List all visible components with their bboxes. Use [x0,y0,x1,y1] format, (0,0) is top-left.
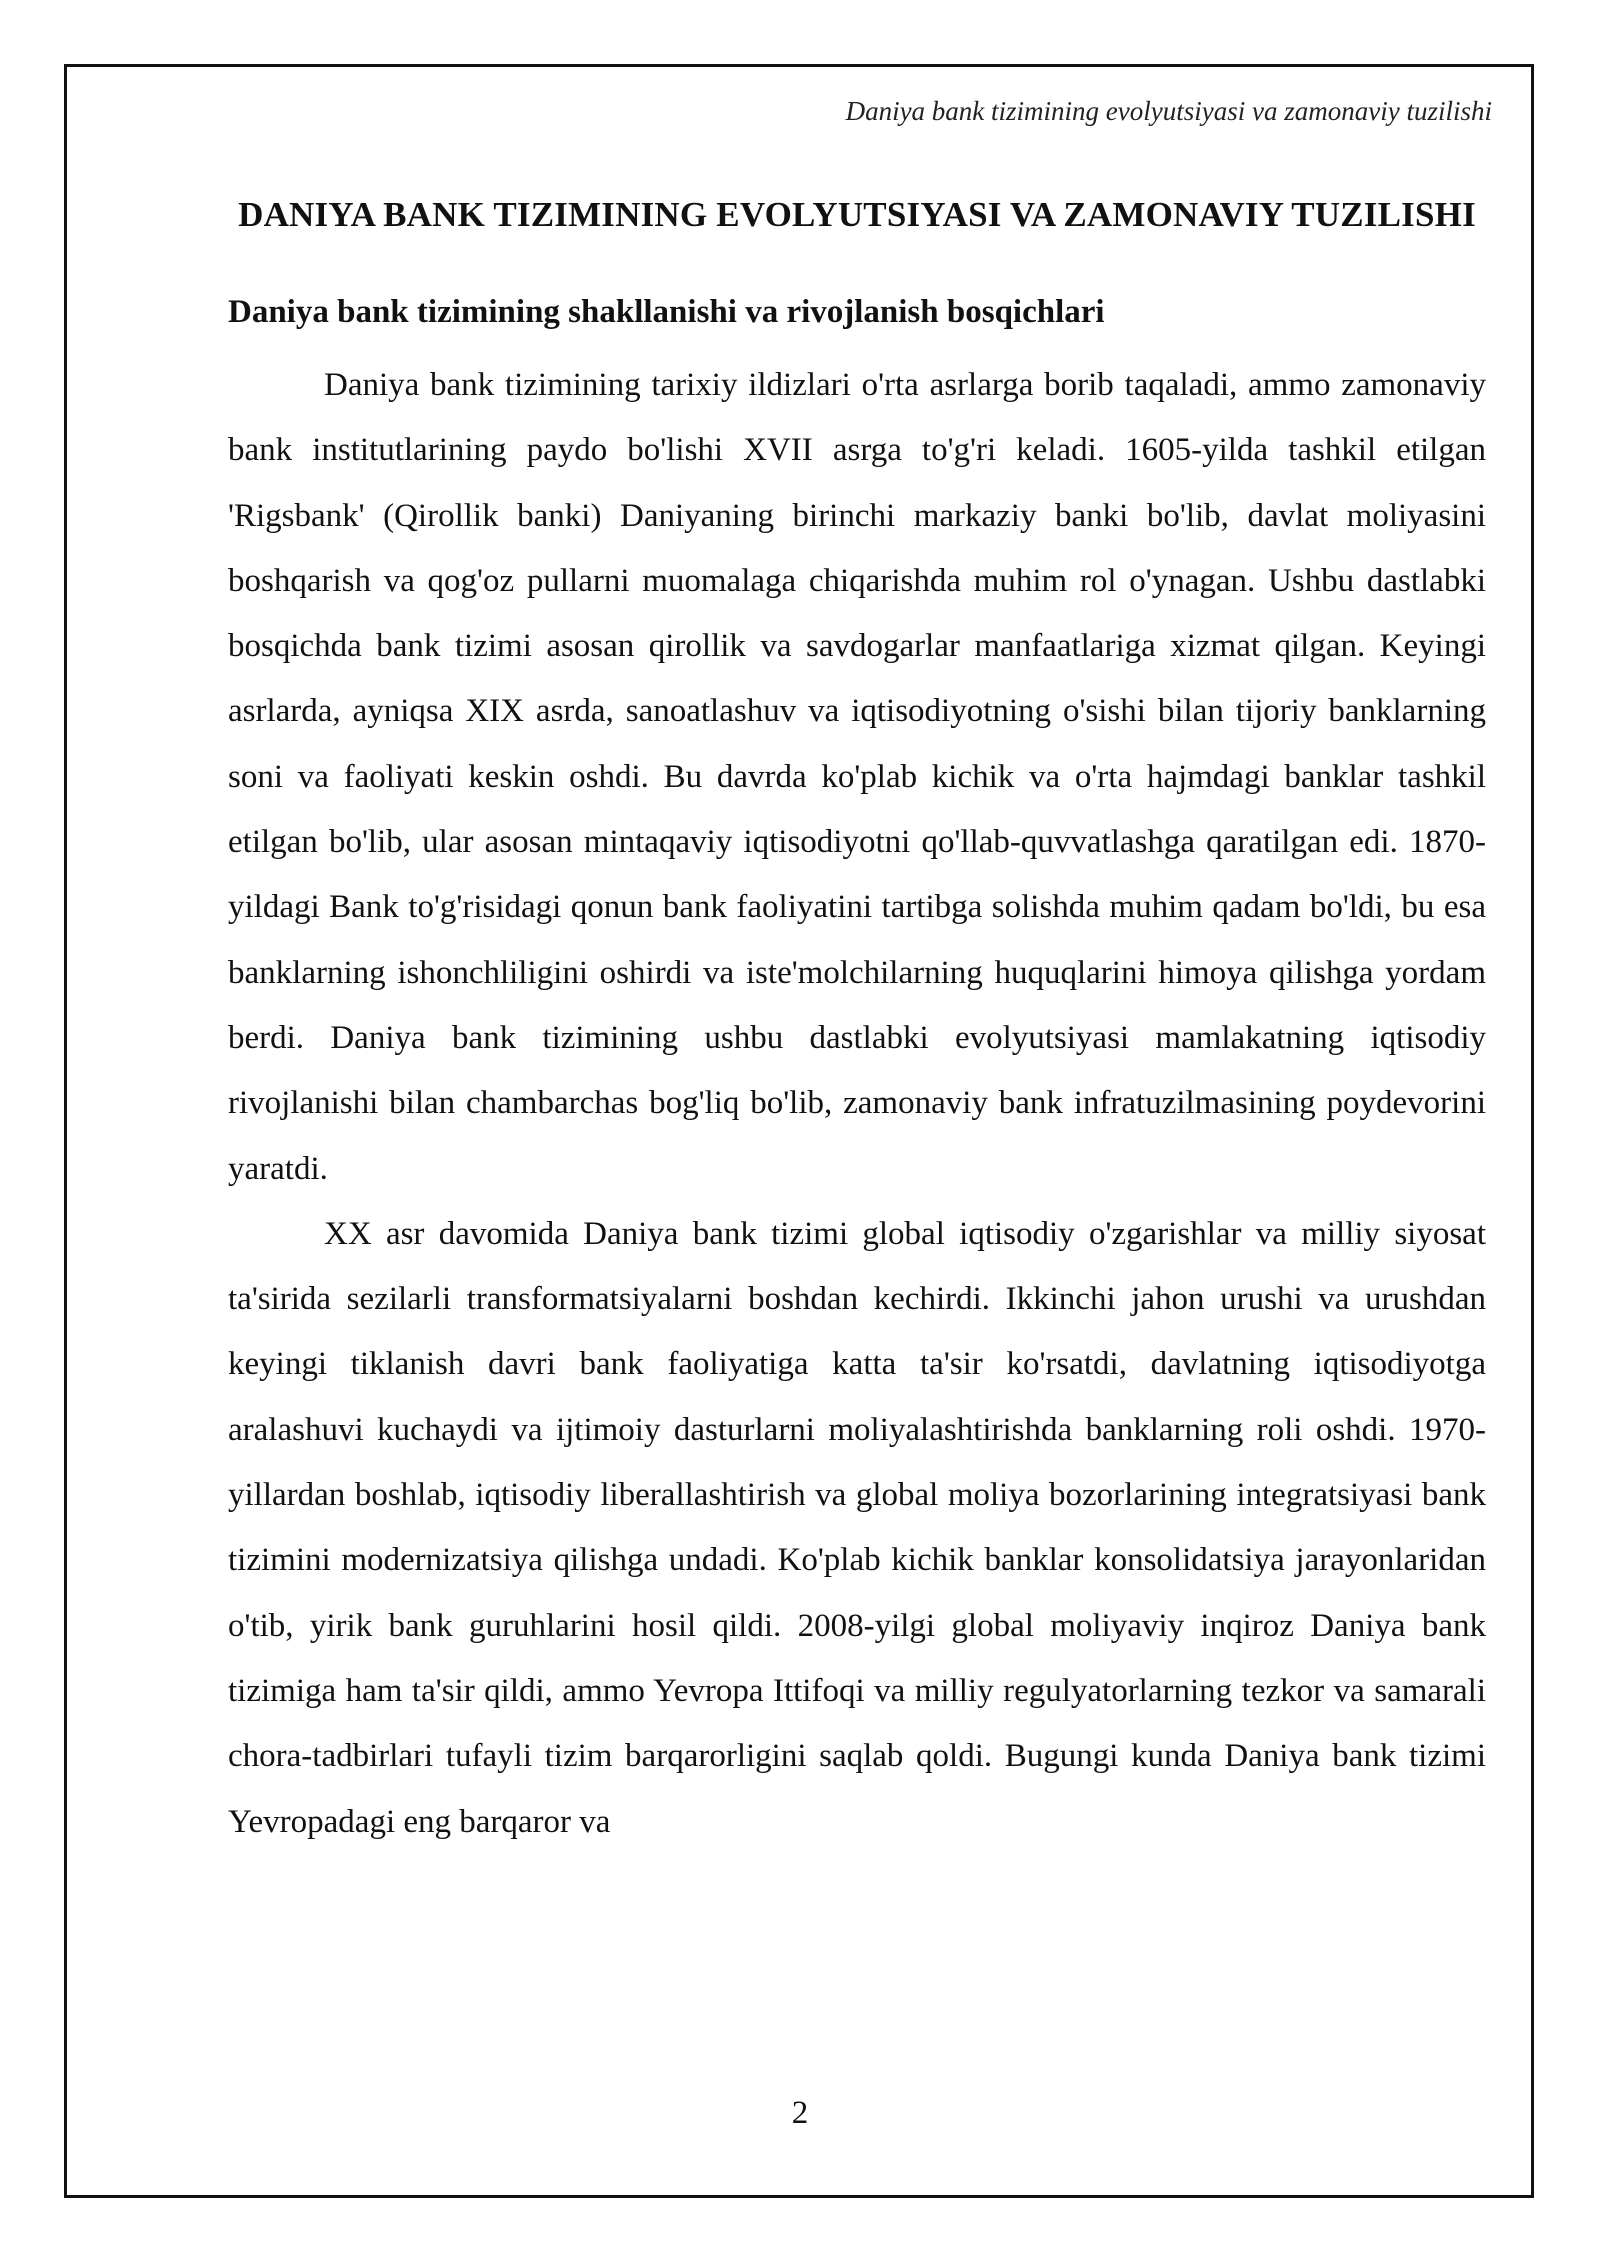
body-paragraph: Daniya bank tizimining tarixiy ildizlari o'rta asrlarga borib taqaladi, ammo zamonaviy bank institutlarining paydo bo'lishi XVII asrga to'g'ri keladi. 1605-yilda tashkil etilgan 'Rigsbank' (Qirollik banki) Daniyaning birinchi markaziy banki bo'lib, davlat moliyasini boshqarish va qog'oz pullarni muomalaga chiqarishda muhim rol o'ynagan. Ushbu dastlabki bosqichda bank tizimi asosan qirollik va savdogarlar manfaatlariga xizmat qilgan. Keyingi asrlarda, ayniqsa XIX asrda, sanoatlashuv va iqtisodiyotning o'sishi bilan tijoriy banklarning soni va faoliyati keskin oshdi. Bu davrda ko'plab kichik va o'rta hajmdagi banklar tashkil etilgan bo'lib, ular asosan mintaqaviy iqtisodiyotni qo'llab-quvvatlashga qaratilgan edi. 1870-yildagi Bank to'g'risidagi qonun bank faoliyatini tartibga solishda muhim qadam bo'ldi, bu esa banklarning ishonchliligini oshirdi va iste'molchilarning huquqlarini himoya qilishga yordam berdi. Daniya bank tizimining ushbu dastlabki evolyutsiyasi mamlakatning iqtisodiy rivojlanishi bilan chambarchas bog'liq bo'lib, zamonaviy bank infratuzilmasining poydevorini yaratdi. [228,367,1486,1187]
body-paragraph: XX asr davomida Daniya bank tizimi global iqtisodiy o'zgarishlar va milliy siyosat ta'sirida sezilarli transformatsiyalarni boshdan kechirdi. Ikkinchi jahon urushi va urushdan keyingi tiklanish davri bank faoliyatiga katta ta'sir ko'rsatdi, davlatning iqtisodiyotga aralashuvi kuchaydi va ijtimoiy dasturlarni moliyalashtirishda banklarning roli oshdi. 1970-yillardan boshlab, iqtisodiy liberallashtirish va global moliya bozorlarining integratsiyasi bank tizimini modernizatsiya qilishga undadi. Ko'plab kichik banklar konsolidatsiya jarayonlaridan o'tib, yirik bank guruhlarini hosil qildi. 2008-yilgi global moliyaviy inqiroz Daniya bank tizimiga ham ta'sir qildi, ammo Yevropa Ittifoqi va milliy regulyatorlarning tezkor va samarali chora-tadbirlari tufayli tizim barqarorligini saqlab qoldi. Bugungi kunda Daniya bank tizimi Yevropadagi eng barqaror va [228,1215,1486,1840]
document-title: DANIYA BANK TIZIMINING EVOLYUTSIYASI VA ZAMONAVIY TUZILISHI [238,195,1476,234]
page-number: 2 [791,2095,809,2131]
page-content [228,182,1486,1855]
running-header: Daniya bank tizimining evolyutsiyasi va zamonaviy tuzilishi [845,96,1492,126]
section-heading: Daniya bank tizimining shakllanishi va rivojlanish bosqichlari [228,294,1105,330]
